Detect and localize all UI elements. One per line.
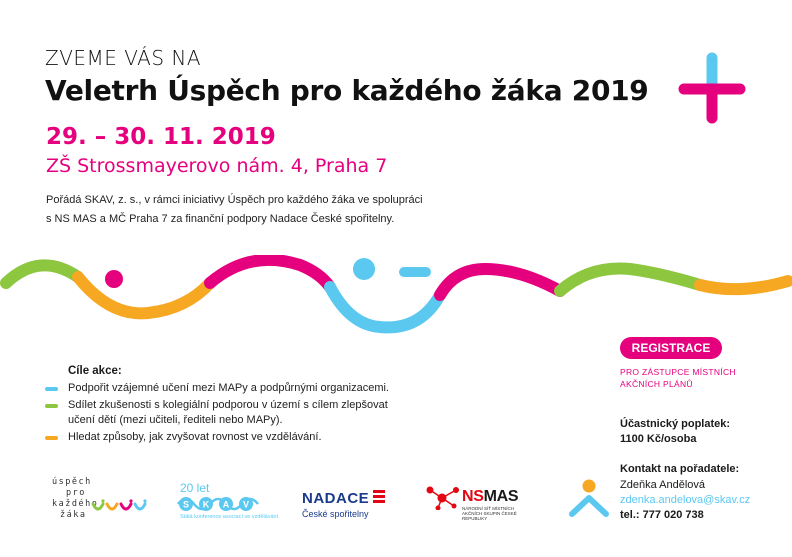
skav-letter: V (242, 499, 250, 510)
skav-letter: A (222, 499, 230, 510)
goal-text: Sdílet zkušenosti s kolegiální podporou v území s cílem zlepšovat učení dětí (mezi učiteli, řediteli nebo MAPy). (68, 399, 388, 426)
registration-subtitle: PRO ZÁSTUPCE MÍSTNÍCH AKČNÍCH PLÁNŮ (620, 367, 736, 389)
event-date: 29. – 30. 11. 2019 (46, 124, 276, 150)
upzz-logo-line: každého (52, 499, 99, 509)
registration-button[interactable]: REGISTRACE (620, 337, 722, 359)
nadace-logo-name: NADACE (302, 490, 370, 507)
upzz-logo-line: žáka (60, 510, 87, 520)
goal-item (45, 430, 405, 445)
contact-email-link[interactable]: zdenka.andelova@skav.cz (620, 494, 751, 506)
organizer-line-2: s NS MAS a MČ Praha 7 za finanční podpory Nadace České spořitelny. (46, 213, 395, 225)
bullet-dash-icon (45, 436, 58, 440)
nsmas-network-icon (424, 484, 462, 510)
upzz-logo-line: úspěch (52, 477, 92, 487)
skav-subtitle: Stálá konference asociací ve vzdělávání (180, 514, 279, 520)
bullet-dash-icon (45, 404, 58, 408)
skav-letter: S (182, 499, 190, 510)
smile-wave-icon (90, 498, 148, 520)
organizer-info (46, 191, 446, 229)
page-title: Veletrh Úspěch pro každého žáka 2019 (45, 74, 649, 107)
nsmas-logo-sub: NÁRODNÍ SÍŤ MÍSTNÍCH AKČNÍCH SKUPIN ČESKÉ REPUBLIKY (462, 506, 517, 521)
organizer-line-1: Pořádá SKAV, z. s., v rámci iniciativy Úspěch pro každého žáka ve spolupráci (46, 194, 423, 206)
nsmas-logo-name (462, 488, 518, 506)
goal-item (45, 398, 405, 428)
goals-list (45, 381, 405, 447)
skav-anniversary: 20 let (180, 481, 210, 495)
bullet-dash-icon (45, 387, 58, 391)
nsmas-mas: MAS (483, 488, 519, 505)
event-venue: ZŠ Strossmayerovo nám. 4, Praha 7 (46, 155, 388, 177)
decorative-wave (0, 255, 792, 345)
goal-text: Hledat způsoby, jak zvyšovat rovnost ve vzdělávání. (68, 431, 322, 443)
goal-item (45, 381, 405, 396)
fee-value: 1100 Kč/osoba (620, 433, 697, 445)
plus-icon (676, 52, 748, 124)
invitation-kicker: ZVEME VÁS NA (45, 46, 202, 70)
contact-label: Kontakt na pořadatele: (620, 463, 740, 475)
contact-phone: tel.: 777 020 738 (620, 509, 704, 521)
goal-text: Podpořit vzájemné učení mezi MAPy a podpůrnými organizacemi. (68, 382, 389, 394)
contact-name: Zdeňka Andělová (620, 479, 706, 491)
goals-title: Cíle akce: (68, 365, 122, 377)
upzz-logo-line: pro (66, 488, 86, 498)
nadace-logo-sub: České spořitelny (302, 509, 369, 519)
person-icon (567, 478, 611, 520)
skav-letter: K (202, 499, 210, 510)
skav-wordmark (176, 494, 268, 514)
nsmas-ns: NS (462, 488, 484, 505)
skav-logo (180, 481, 209, 495)
fee-label: Účastnický poplatek: (620, 418, 731, 430)
nadace-symbol-icon (372, 489, 386, 505)
